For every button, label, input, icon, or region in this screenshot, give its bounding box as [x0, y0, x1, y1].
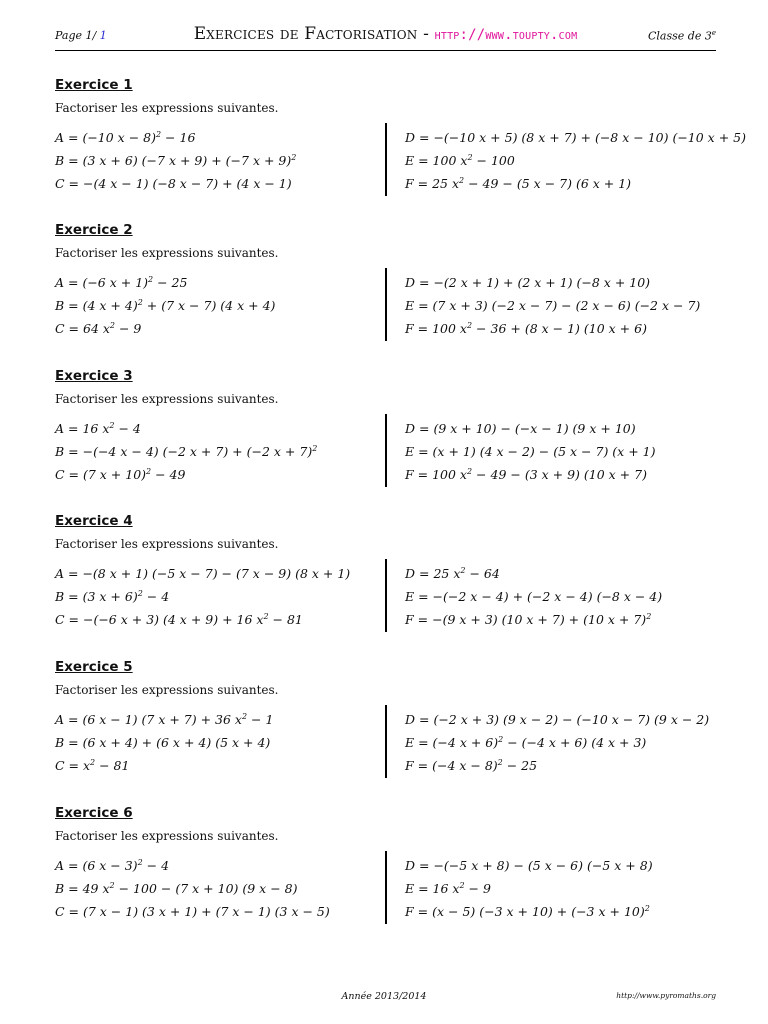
exponent: 2	[109, 421, 115, 430]
page-number-label: Page 1/	[55, 29, 97, 42]
expression-text: F = −(9 x + 3) (10 x + 7) + (10 x + 7)	[405, 612, 647, 628]
expression-text: − 4	[142, 589, 170, 605]
expression-text: B = (3 x + 6)	[55, 589, 138, 605]
expression-text: D = −(2 x + 1) + (2 x + 1) (−8 x + 10)	[405, 275, 651, 290]
exercise-title: Exercice 1	[55, 77, 133, 93]
expression-text: − 81	[95, 758, 130, 774]
exercise-title: Exercice 6	[55, 805, 133, 821]
exercise-instruction: Factoriser les expressions suivantes.	[55, 683, 279, 697]
expression-text: C = (7 x + 10)	[55, 467, 147, 483]
expression-text: − 64	[465, 566, 500, 582]
expression-text: − (−4 x + 6) (4 x + 3)	[503, 735, 647, 751]
exponent: 2	[312, 444, 318, 453]
expression-text: D = −(−10 x + 5) (8 x + 7) + (−8 x − 10) (−10 x + 5)	[405, 130, 746, 145]
expression-a	[55, 130, 377, 153]
expression-text: A = (6 x − 1) (7 x + 7) + 36 x	[55, 712, 242, 728]
exponent: 2	[644, 904, 650, 913]
class-label: Classe de 3	[648, 29, 712, 43]
expression-e	[405, 881, 740, 904]
exercise-title: Exercice 5	[55, 659, 133, 675]
expression-text: − 9	[464, 881, 491, 897]
exponent: 2	[459, 881, 465, 890]
expression-c	[55, 467, 377, 490]
expression-column-right	[385, 268, 740, 341]
expression-c	[55, 904, 377, 927]
expression-text: E = (7 x + 3) (−2 x − 7) − (2 x − 6) (−2 x − 7)	[405, 298, 701, 313]
expression-text: A = 16 x	[55, 421, 110, 437]
exponent: 2	[137, 589, 143, 598]
expression-text: F = 100 x	[405, 321, 467, 337]
expression-column-left	[55, 275, 377, 344]
expression-text: A = (−6 x + 1)	[55, 275, 149, 291]
expression-c	[55, 176, 377, 199]
exponent: 2	[109, 321, 116, 330]
exponent: 2	[148, 275, 154, 284]
expression-b	[55, 444, 377, 467]
expression-a	[55, 275, 377, 298]
expression-text: D = −(−5 x + 8) − (5 x − 6) (−5 x + 8)	[405, 858, 653, 873]
exponent: 2	[646, 612, 652, 621]
exponent: 2	[460, 566, 466, 575]
exponent: 2	[467, 153, 473, 162]
expression-text: C = x	[55, 758, 91, 774]
expression-d	[405, 712, 740, 735]
expression-text: F = (x − 5) (−3 x + 10) + (−3 x + 10)	[405, 904, 645, 920]
expression-e	[405, 298, 740, 321]
expression-text: A = −(8 x + 1) (−5 x − 7) − (7 x − 9) (8 x + 1)	[55, 566, 351, 581]
expression-text: − 1	[247, 712, 274, 728]
exercise-2	[55, 222, 716, 362]
expression-text: − 49 − (5 x − 7) (6 x + 1)	[464, 176, 632, 192]
exercise-5	[55, 659, 716, 799]
footer-year: Année 2013/2014	[341, 991, 427, 1002]
expression-text: − 9	[115, 321, 142, 337]
document-title	[55, 24, 716, 44]
expression-e	[405, 735, 740, 758]
expression-text: B = (4 x + 4)	[55, 298, 138, 314]
expression-text: F = 100 x	[405, 467, 467, 483]
expression-text: C = 64 x	[55, 321, 110, 337]
exponent: 2	[109, 881, 115, 890]
exercise-title: Exercice 2	[55, 222, 133, 238]
expression-text: C = −(4 x − 1) (−8 x − 7) + (4 x − 1)	[55, 176, 292, 191]
expression-f	[405, 758, 740, 781]
expression-f	[405, 612, 740, 635]
expression-text: F = 25 x	[405, 176, 460, 192]
expression-text: A = (6 x − 3)	[55, 858, 138, 874]
expression-b	[55, 153, 377, 176]
expression-c	[55, 612, 377, 635]
expression-text: − 100 − (7 x + 10) (9 x − 8)	[114, 881, 298, 897]
exponent: 2	[498, 735, 504, 744]
expression-text: E = −(−2 x − 4) + (−2 x − 4) (−8 x − 4)	[405, 589, 663, 604]
expression-text: E = 16 x	[405, 881, 460, 897]
expression-a	[55, 712, 377, 735]
expression-text: F = (−4 x − 8)	[405, 758, 498, 774]
expression-text: D = (9 x + 10) − (−x − 1) (9 x + 10)	[405, 421, 636, 436]
footer-url[interactable]: http://www.pyromaths.org	[616, 991, 716, 1000]
exponent: 2	[497, 758, 503, 767]
expression-text: − 49 − (3 x + 9) (10 x + 7)	[472, 467, 647, 483]
expression-text: − 36 + (8 x − 1) (10 x + 6)	[472, 321, 647, 337]
expression-a	[55, 858, 377, 881]
class-level	[648, 29, 716, 43]
expression-text: E = (x + 1) (4 x − 2) − (5 x − 7) (x + 1)	[405, 444, 656, 459]
expression-text: − 4	[114, 421, 141, 437]
expression-column-left	[55, 712, 377, 781]
expression-d	[405, 421, 740, 444]
exponent: 2	[137, 858, 143, 867]
expression-text: + (7 x − 7) (4 x + 4)	[142, 298, 276, 314]
expression-b	[55, 589, 377, 612]
expression-column-left	[55, 566, 377, 635]
exercise-instruction: Factoriser les expressions suivantes.	[55, 829, 279, 843]
expression-text: − 25	[153, 275, 188, 291]
exponent: 2	[466, 321, 473, 330]
expression-column-right	[385, 414, 740, 487]
expression-text: B = (6 x + 4) + (6 x + 4) (5 x + 4)	[55, 735, 271, 750]
expression-d	[405, 130, 746, 153]
expression-column-left	[55, 858, 377, 927]
page-header	[55, 20, 716, 51]
expression-a	[55, 566, 377, 589]
expression-text: A = (−10 x − 8)	[55, 130, 156, 146]
expression-f	[405, 467, 740, 490]
exponent: 2	[263, 612, 269, 621]
exponent: 2	[459, 176, 465, 185]
expression-text: D = (−2 x + 3) (9 x − 2) − (−10 x − 7) (9 x − 2)	[405, 712, 710, 727]
expression-e	[405, 589, 740, 612]
exercise-6	[55, 805, 716, 945]
expression-column-right	[385, 705, 740, 778]
exercise-1	[55, 77, 746, 217]
expression-column-right	[385, 851, 740, 924]
exponent: 2	[90, 758, 96, 767]
expression-column-right	[385, 559, 740, 632]
expression-b	[55, 298, 377, 321]
expression-column-right	[385, 123, 746, 196]
site-link[interactable]: http://www.toupty.com	[434, 27, 578, 43]
expression-column-left	[55, 130, 377, 199]
exercise-4	[55, 513, 716, 653]
expression-d	[405, 566, 740, 589]
exponent: 2	[466, 467, 473, 476]
document-title-text: Exercices de Factorisation -	[193, 24, 435, 44]
expression-text: − 49	[151, 467, 186, 483]
expression-text: − 81	[268, 612, 303, 628]
expression-text: − 4	[142, 858, 170, 874]
exponent: 2	[146, 467, 152, 476]
expression-text: D = 25 x	[405, 566, 461, 582]
expression-text: E = (−4 x + 6)	[405, 735, 499, 751]
expression-text: C = (7 x − 1) (3 x + 1) + (7 x − 1) (3 x − 5)	[55, 904, 330, 919]
expression-f	[405, 321, 740, 344]
expression-text: B = −(−4 x − 4) (−2 x + 7) + (−2 x + 7)	[55, 444, 313, 460]
expression-c	[55, 758, 377, 781]
exercise-instruction: Factoriser les expressions suivantes.	[55, 246, 279, 260]
exponent: 2	[241, 712, 248, 721]
class-superscript: e	[711, 29, 716, 37]
expression-e	[405, 444, 740, 467]
expression-a	[55, 421, 377, 444]
expression-c	[55, 321, 377, 344]
expression-d	[405, 858, 740, 881]
expression-b	[55, 735, 377, 758]
exponent: 2	[155, 130, 162, 139]
exercise-instruction: Factoriser les expressions suivantes.	[55, 537, 279, 551]
exercise-instruction: Factoriser les expressions suivantes.	[55, 101, 279, 115]
expression-e	[405, 153, 740, 176]
expression-d	[405, 275, 740, 298]
expression-column-left	[55, 421, 377, 490]
expression-f	[405, 904, 740, 927]
exercise-title: Exercice 4	[55, 513, 133, 529]
exercise-title: Exercice 3	[55, 368, 133, 384]
exponent: 2	[137, 298, 143, 307]
page-total-link[interactable]: 1	[99, 29, 107, 42]
exponent: 2	[291, 153, 297, 162]
expression-b	[55, 881, 377, 904]
expression-text: B = 49 x	[55, 881, 110, 897]
expression-text: − 25	[502, 758, 538, 774]
expression-f	[405, 176, 740, 199]
exercise-instruction: Factoriser les expressions suivantes.	[55, 392, 279, 406]
expression-text: C = −(−6 x + 3) (4 x + 9) + 16 x	[55, 612, 264, 628]
expression-text: − 100	[472, 153, 515, 169]
expression-text: − 16	[161, 130, 196, 146]
expression-text: E = 100 x	[405, 153, 468, 169]
expression-text: B = (3 x + 6) (−7 x + 9) + (−7 x + 9)	[55, 153, 292, 169]
exercise-3	[55, 368, 716, 508]
